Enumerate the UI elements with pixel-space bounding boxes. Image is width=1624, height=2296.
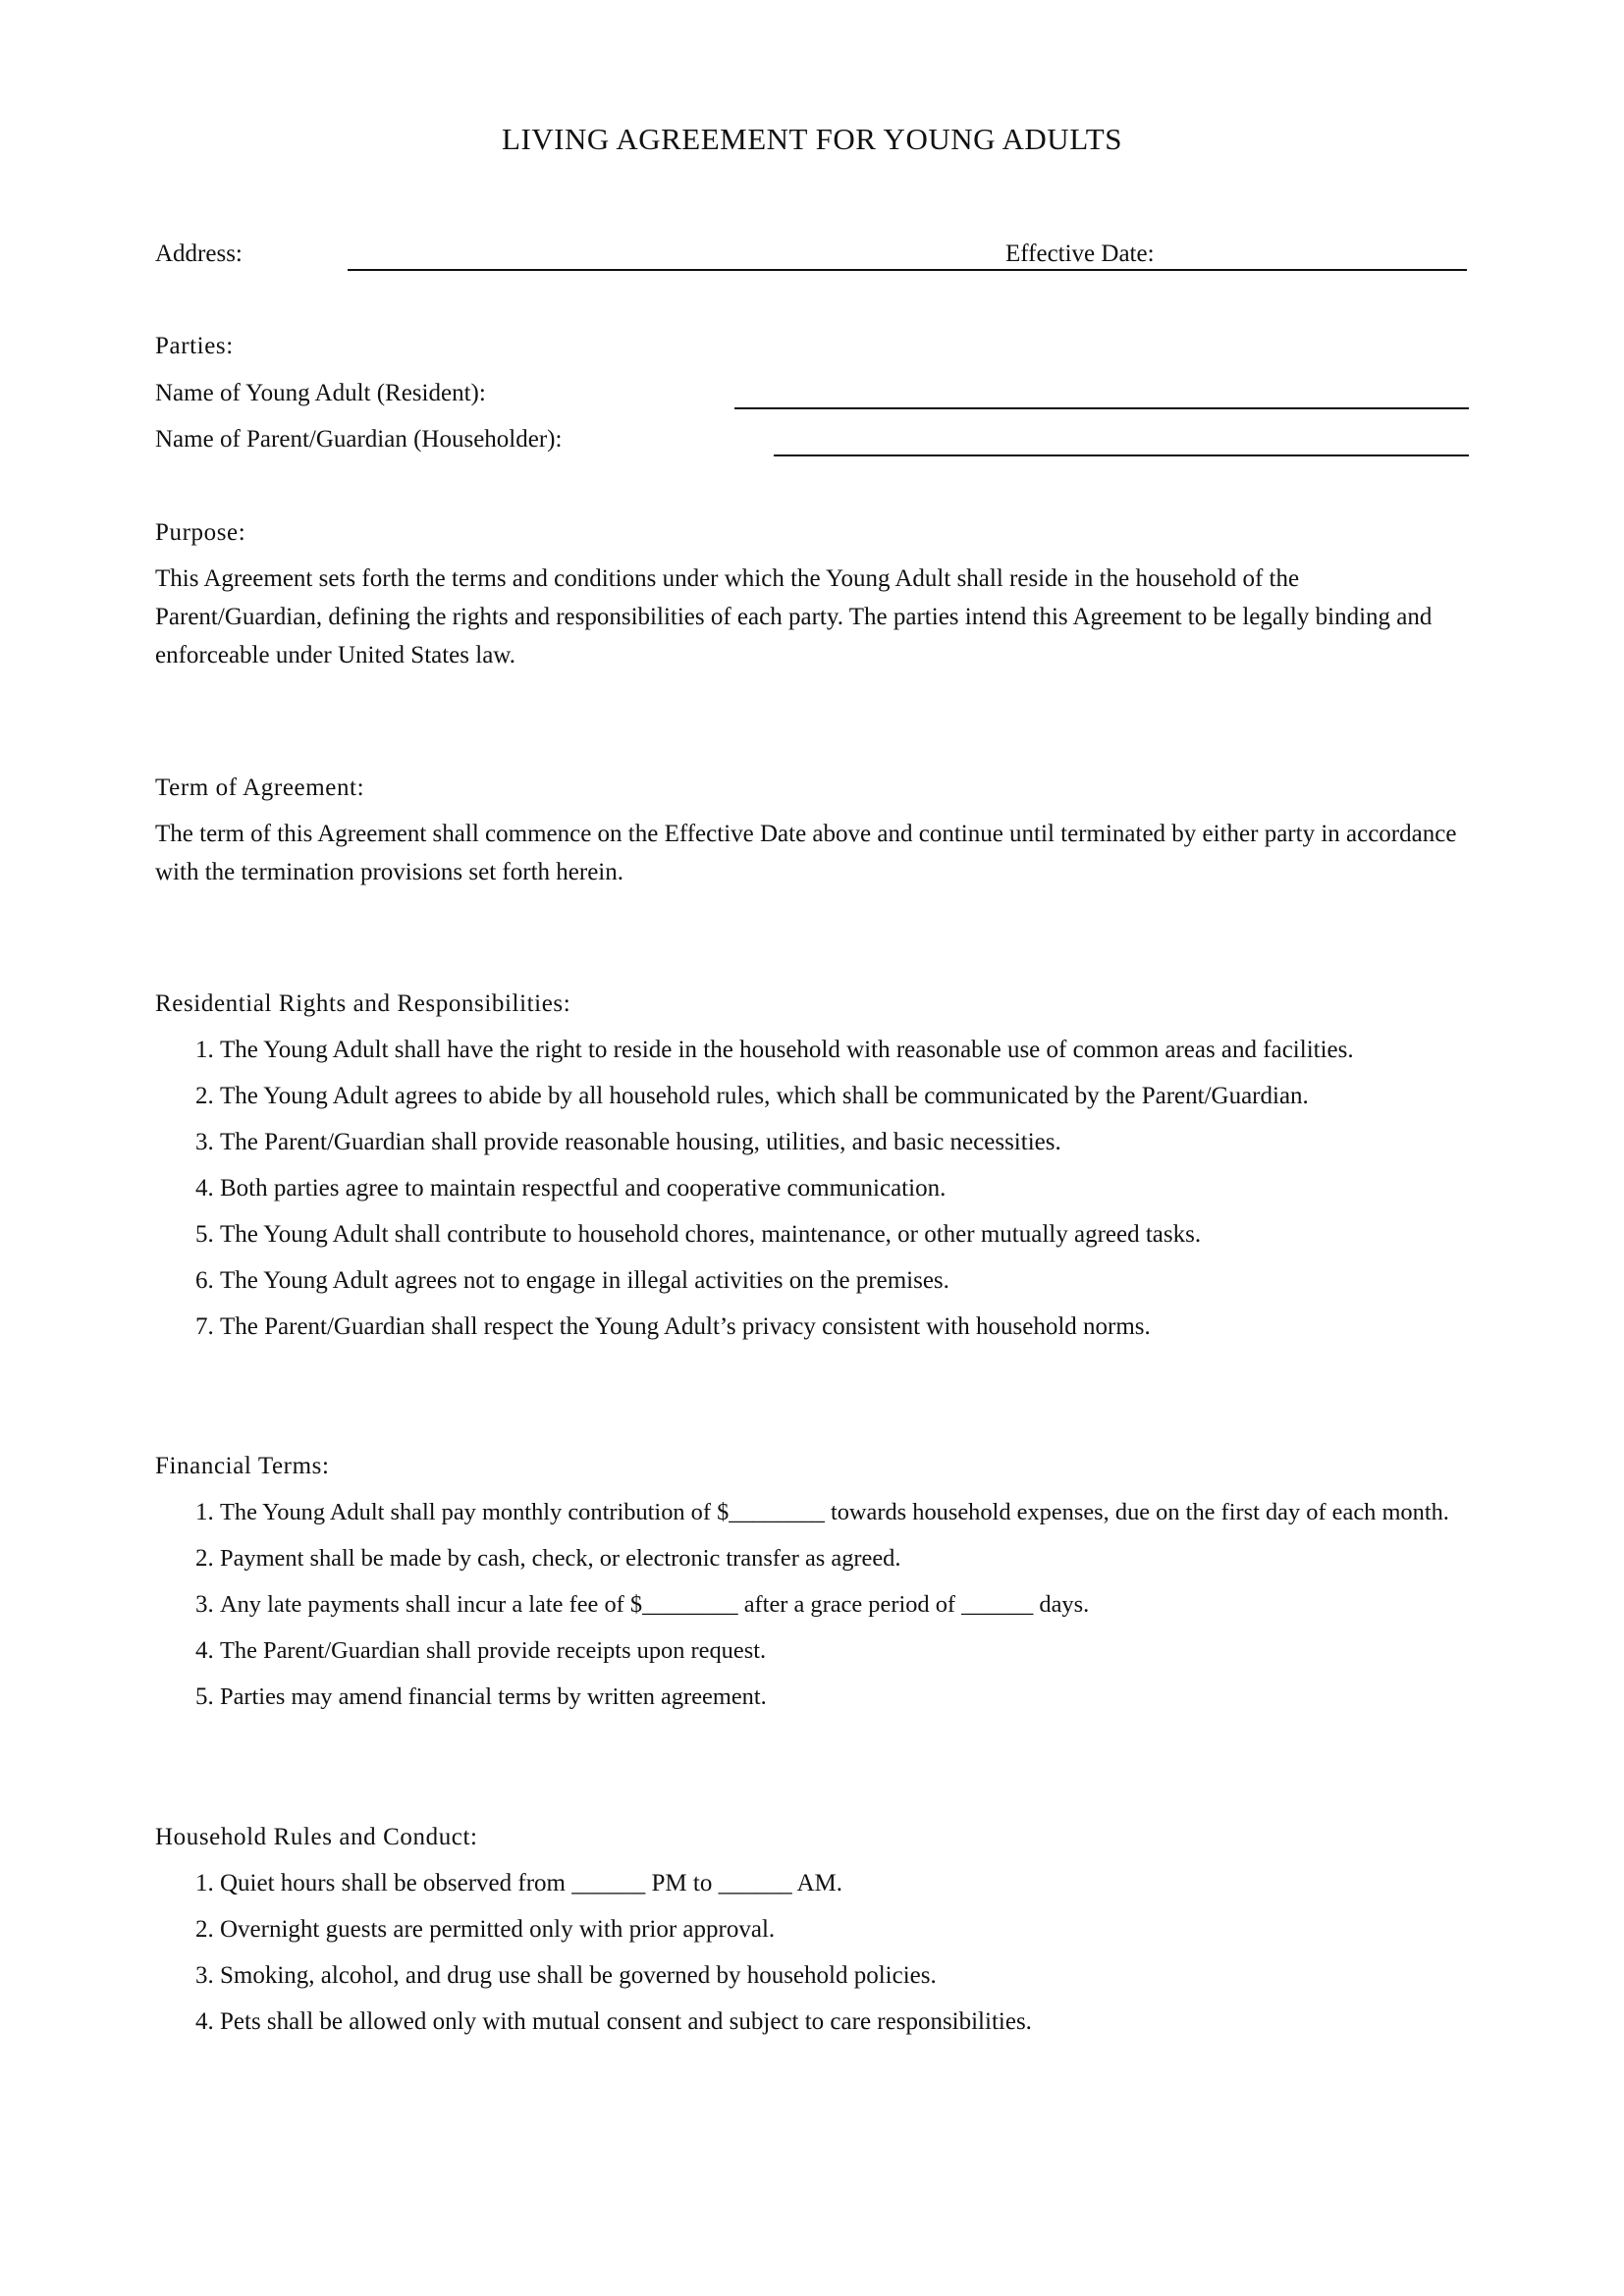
list-item: 2. Payment shall be made by cash, check, or electronic transfer as agreed. (220, 1535, 1449, 1581)
term-text: The term of this Agreement shall commence on the Effective Date above and continue until terminated by either party in accordance with the termination provisions set forth herein. (155, 821, 1457, 885)
young-adult-label: Name of Young Adult (Resident): (155, 380, 486, 406)
document-title: LIVING AGREEMENT FOR YOUNG ADULTS (502, 122, 1122, 156)
list-item: 5. Parties may amend financial terms by written agreement. (220, 1674, 1449, 1720)
list-item: 4. Both parties agree to maintain respectful and cooperative communication. (220, 1165, 1354, 1211)
residential-heading: Residential Rights and Responsibilities: (155, 990, 571, 1017)
list-item: 1. The Young Adult shall have the right to reside in the household with reasonable use of common areas and facilities. (220, 1027, 1354, 1073)
effective-date-label: Effective Date: (1005, 240, 1159, 269)
financial-list (0, 1489, 1449, 1720)
parent-guardian-label: Name of Parent/Guardian (Householder): (155, 426, 563, 453)
household-heading: Household Rules and Conduct: (155, 1824, 478, 1850)
list-item: 4. Pets shall be allowed only with mutual consent and subject to care responsibilities. (220, 1999, 1032, 2045)
address-line[interactable] (348, 269, 1467, 271)
purpose-heading: Purpose: (155, 519, 246, 546)
list-item: 1. The Young Adult shall pay monthly contribution of $________ towards household expenses, due on the first day of each month. (220, 1489, 1449, 1535)
list-item: 5. The Young Adult shall contribute to household chores, maintenance, or other mutually agreed tasks. (220, 1211, 1354, 1257)
term-heading: Term of Agreement: (155, 774, 365, 801)
purpose-text: This Agreement sets forth the terms and conditions under which the Young Adult shall reside in the household of the Parent/Guardian, defining the rights and responsibilities of each party. The parties intend this Agreement to be legally binding and enforceable under United States law. (155, 565, 1433, 668)
list-item: 7. The Parent/Guardian shall respect the Young Adult’s privacy consistent with household norms. (220, 1304, 1354, 1350)
residential-list (0, 1027, 1354, 1350)
list-item: 4. The Parent/Guardian shall provide receipts upon request. (220, 1628, 1449, 1674)
household-list (0, 1860, 1032, 2045)
financial-heading: Financial Terms: (155, 1453, 330, 1479)
list-item: 6. The Young Adult agrees not to engage in illegal activities on the premises. (220, 1257, 1354, 1304)
list-item: 2. Overnight guests are permitted only with prior approval. (220, 1906, 1032, 1952)
list-item: 3. Smoking, alcohol, and drug use shall be governed by household policies. (220, 1952, 1032, 1999)
list-item: 3. Any late payments shall incur a late fee of $________ after a grace period of ______ days. (220, 1581, 1449, 1628)
young-adult-name-line[interactable] (734, 407, 1469, 409)
parties-heading: Parties: (155, 333, 234, 359)
list-item: 3. The Parent/Guardian shall provide reasonable housing, utilities, and basic necessities. (220, 1119, 1354, 1165)
list-item: 1. Quiet hours shall be observed from ______ PM to ______ AM. (220, 1860, 1032, 1906)
list-item: 2. The Young Adult agrees to abide by all household rules, which shall be communicated by the Parent/Guardian. (220, 1073, 1354, 1119)
parent-guardian-name-line[interactable] (774, 454, 1469, 456)
address-label: Address: (155, 240, 243, 267)
